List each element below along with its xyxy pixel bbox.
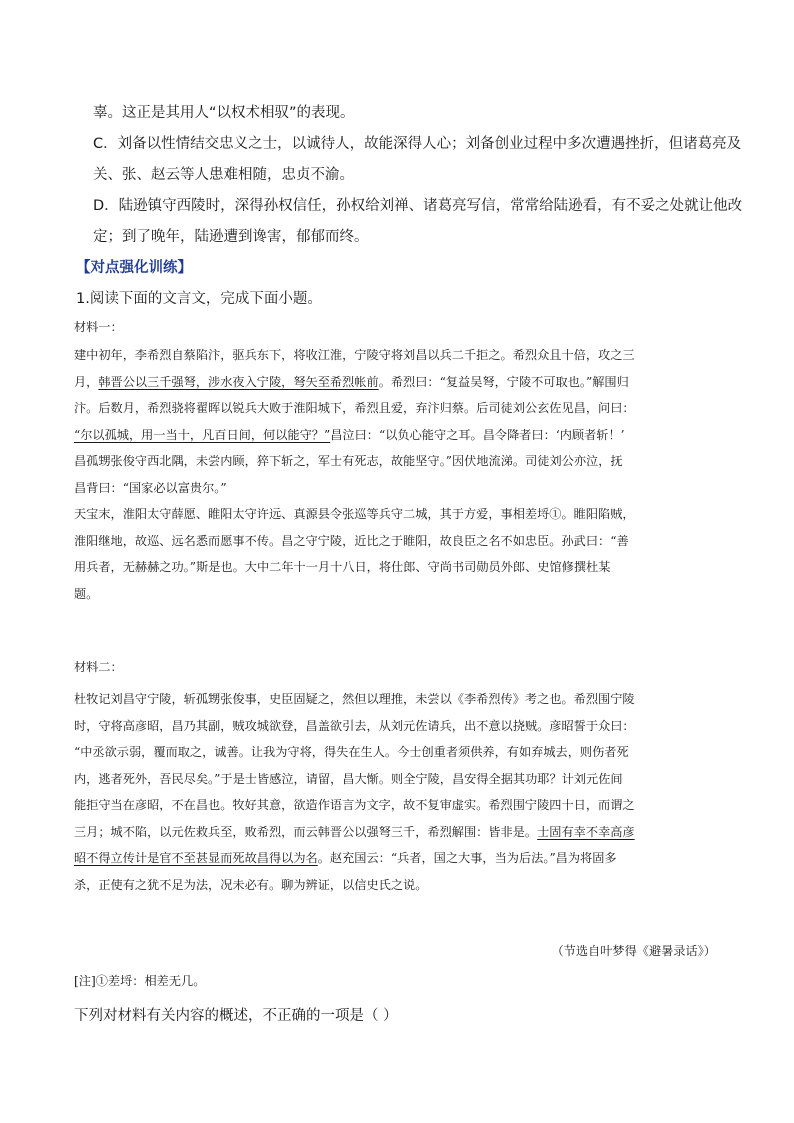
answer-options xyxy=(93,98,743,253)
passage-line: 时，守将高彦昭，昌乃其副，贼攻城欲登，昌盖欲引去，从刘元佐请兵，出不意以挠贼。彦昭誓于众曰： xyxy=(74,718,635,733)
passage-line: 昌背曰：“国家必以富贵尔。” xyxy=(74,480,227,495)
material1-passage xyxy=(74,342,724,607)
material2-label: 材料二： xyxy=(74,660,123,674)
underlined-sentence: 昭不得立传计是官不至甚显而死故昌得以为名 xyxy=(74,851,318,865)
material2-passage xyxy=(74,686,724,898)
passage-line: “中丞欲示弱，覆而取之，诚善。让我为守将，得失在生人。今士创重者须供养，有如弃城去，则伤者死 xyxy=(74,745,629,759)
passage-line: 建中初年，李希烈自蔡陷汴，驱兵东下，将收江淮，宁陵守将刘昌以兵二千拒之。希烈众且十倍，攻之三 xyxy=(74,348,635,362)
option-c-line2: 关、张、赵云等人患难相随，忠贞不渝。 xyxy=(93,167,354,183)
question-intro: 1.阅读下面的文言文，完成下面小题。 xyxy=(76,291,322,307)
passage-line: 能拒守当在彦昭，不在昌也。牧好其意，欲造作语言为文字，故不复审虚实。希烈围宁陵四十日，而谓之 xyxy=(74,798,635,812)
option-c-line1: C．刘备以性情结交忠义之士，以诚待人，故能深得人心；刘备创业过程中多次遭遇挫折，但诸葛亮及 xyxy=(93,136,742,152)
passage-line: 三月；城不陷，以元佐救兵至，败希烈，而云韩晋公以强弩三千，希烈解围：皆非是。士固有幸不幸高彦 xyxy=(74,824,635,839)
passage-line: 杜牧记刘昌守宁陵，斩孤甥张俊事，史臣固疑之，然但以理推，未尝以《李希烈传》考之也。希烈围宁陵 xyxy=(74,692,635,706)
material1-label: 材料一： xyxy=(74,320,123,334)
passage-line: 用兵者，无赫赫之功。”斯是也。大中二年十一月十八日，将仕郎、守尚书司勋员外郎、史馆修撰杜某 xyxy=(74,560,611,574)
source-citation: （节选自叶梦得《避暑录话》） xyxy=(551,944,716,958)
passage-line: 昭不得立传计是官不至甚显而死故昌得以为名。赵充国云：“兵者，国之大事，当为后法。”昌为将固多 xyxy=(74,851,617,865)
question-stem: 下列对材料有关内容的概述，不正确的一项是（ ） xyxy=(74,1008,398,1024)
passage-line: 题。 xyxy=(74,586,99,601)
passage-line: 淮阳继地，故巡、远名悉而愿事不传。昌之守宁陵，近比之于睢阳，故良臣之名不如忠臣。孙武曰：“善 xyxy=(74,533,629,548)
option-b-tail: 辜。这正是其用人“以权术相驭”的表现。 xyxy=(93,105,355,121)
underlined-sentence: 士固有幸不幸高彦 xyxy=(537,824,635,839)
option-d-line2: 定；到了晚年，陆逊遭到谗害，郁郁而终。 xyxy=(93,229,369,245)
passage-line: 昌孤甥张俊守西北隅，未尝内顾，猝下斩之，军士有死志，故能坚守。”因伏地流涕。司徒刘公亦泣，抚 xyxy=(74,454,623,468)
section-heading: 【对点强化训练】 xyxy=(76,260,192,276)
passage-line: 天宝末，淮阳太守薛愿、睢阳太守许远、真源县令张巡等兵守二城，其于方爱，事相差埒①。睢阳陷贼， xyxy=(74,507,635,521)
footnote: [注]①差埒：相差无几。 xyxy=(74,974,206,988)
underlined-sentence: “尔以孤城，用一当十，凡百日间，何以能守？” xyxy=(74,427,331,442)
passage-line: 汴。后数月，希烈骁将翟晖以锐兵大败于淮阳城下，希烈且爱，弃汴归蔡。后司徒刘公玄佐见昌，问曰： xyxy=(74,401,635,415)
passage-line: 内，逃者死外，吾民尽矣。”于是士皆感泣，请留，昌大惭。则全宁陵，昌安得全据其功耶？计刘元佐间 xyxy=(74,771,623,786)
passage-line: 月，韩晋公以三千强弩，涉水夜入宁陵，弩矢至希烈帐前。希烈曰：“复益吴弩，宁陵不可取也。”解围归 xyxy=(74,374,629,389)
option-d-line1: D．陆逊镇守西陵时，深得孙权信任，孙权给刘禅、诸葛亮写信，常常给陆逊看，有不妥之处就让他改 xyxy=(93,198,743,214)
passage-line: 杀，正使有之犹不足为法，况未必有。聊为辨证，以信史氏之说。 xyxy=(74,877,428,892)
passage-line: “尔以孤城，用一当十，凡百日间，何以能守？”昌泣曰：“以负心能守之耳。昌令降者曰：‘内顾者斩！’ xyxy=(74,427,625,442)
underlined-sentence: 韩晋公以三千强弩，涉水夜入宁陵，弩矢至希烈帐前 xyxy=(98,374,379,389)
